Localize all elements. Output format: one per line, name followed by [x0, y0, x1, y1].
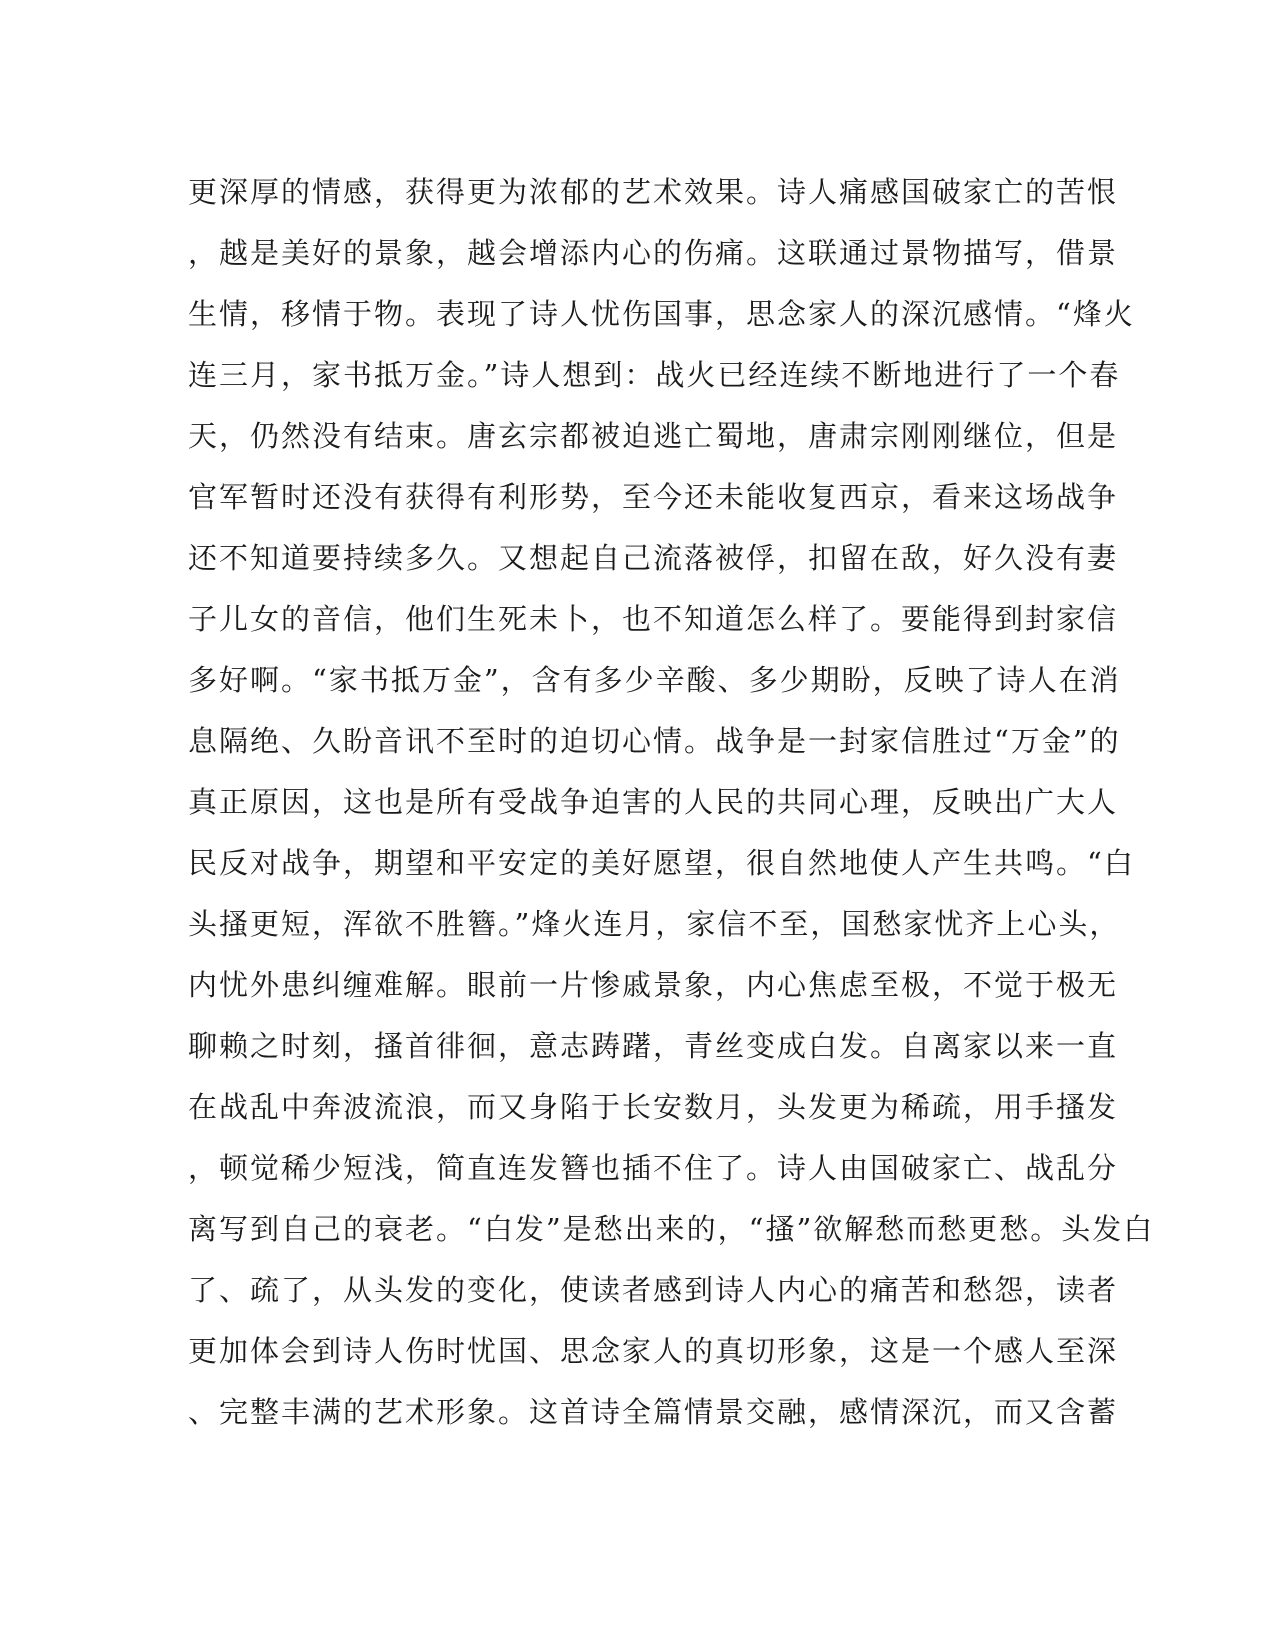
text-line-17: ，顿觉稀少短浅，简直连发簪也插不住了。诗人由国破家亡、战乱分 [188, 1151, 1119, 1185]
text-line-12: 民反对战争，期望和平安定的美好愿望，很自然地使人产生共鸣。“白 [188, 846, 1135, 880]
text-line-11: 真正原因，这也是所有受战争迫害的人民的共同心理，反映出广大人 [188, 785, 1119, 819]
text-line-2: ，越是美好的景象，越会增添内心的伤痛。这联通过景物描写，借景 [188, 236, 1119, 270]
text-line-18: 离写到自己的衰老。“白发”是愁出来的，“搔”欲解愁而愁更愁。头发白 [188, 1212, 1155, 1246]
text-line-8: 子儿女的音信，他们生死未卜，也不知道怎么样了。要能得到封家信 [188, 602, 1119, 636]
text-line-4: 连三月，家书抵万金。”诗人想到：战火已经连续不断地进行了一个春 [188, 358, 1121, 392]
text-line-3: 生情，移情于物。表现了诗人忧伤国事，思念家人的深沉感情。“烽火 [188, 297, 1135, 331]
text-line-20: 更加体会到诗人伤时忧国、思念家人的真切形象，这是一个感人至深 [188, 1334, 1119, 1368]
body-text [188, 162, 1155, 1443]
text-line-19: 了、疏了，从头发的变化，使读者感到诗人内心的痛苦和愁怨，读者 [188, 1273, 1119, 1307]
text-line-9: 多好啊。“家书抵万金”，含有多少辛酸、多少期盼，反映了诗人在消 [188, 663, 1121, 697]
text-line-1: 更深厚的情感，获得更为浓郁的艺术效果。诗人痛感国破家亡的苦恨 [188, 175, 1119, 209]
text-line-16: 在战乱中奔波流浪，而又身陷于长安数月，头发更为稀疏，用手搔发 [188, 1090, 1119, 1124]
text-line-21: 、完整丰满的艺术形象。这首诗全篇情景交融，感情深沉，而又含蓄 [188, 1395, 1119, 1429]
text-line-6: 官军暂时还没有获得有利形势，至今还未能收复西京，看来这场战争 [188, 480, 1119, 514]
text-line-7: 还不知道要持续多久。又想起自己流落被俘，扣留在敌，好久没有妻 [188, 541, 1119, 575]
text-line-15: 聊赖之时刻，搔首徘徊，意志踌躇，青丝变成白发。自离家以来一直 [188, 1029, 1119, 1063]
text-line-10: 息隔绝、久盼音讯不至时的迫切心情。战争是一封家信胜过“万金”的 [188, 724, 1121, 758]
text-line-13: 头搔更短，浑欲不胜簪。”烽火连月，家信不至，国愁家忧齐上心头， [188, 907, 1121, 941]
text-line-5: 天，仍然没有结束。唐玄宗都被迫逃亡蜀地，唐肃宗刚刚继位，但是 [188, 419, 1119, 453]
text-line-14: 内忧外患纠缠难解。眼前一片惨戚景象，内心焦虑至极，不觉于极无 [188, 968, 1119, 1002]
